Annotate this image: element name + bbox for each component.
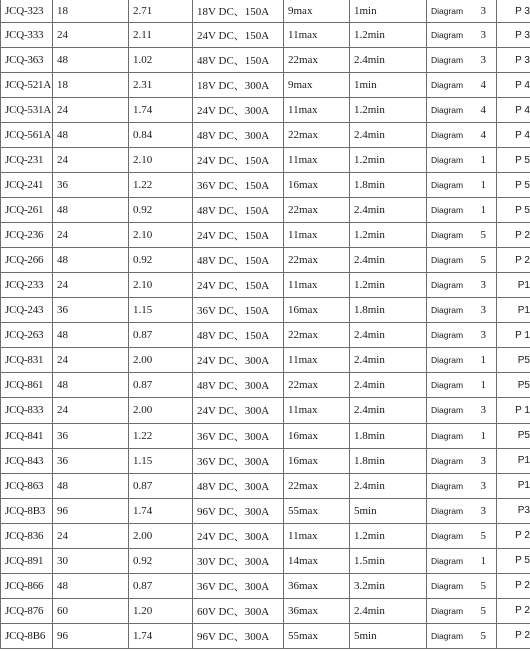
rating-cell: 48V DC、300A [193,123,284,148]
voltage-cell: 24 [53,23,129,48]
voltage-cell: 48 [53,123,129,148]
table-row [1,98,530,123]
page-ref-cell: P 3 [497,23,530,48]
diagram-number-cell: 3 [477,48,497,73]
page-ref-cell: P 2 [497,623,530,648]
page-ref-cell: P1 [497,298,530,323]
voltage-cell: 36 [53,173,129,198]
model-cell: JCQ-836 [1,523,53,548]
diagram-number-cell: 3 [477,323,497,348]
diagram-label-cell: Diagram [427,448,477,473]
model-cell: JCQ-521A [1,73,53,98]
page-ref-cell: P 5 [497,148,530,173]
diagram-label-cell: Diagram [427,273,477,298]
diagram-number-cell: 3 [477,398,497,423]
resistance-cell: 1.15 [129,448,193,473]
page-ref-cell: P 2 [497,523,530,548]
page-ref-cell: P5 [497,423,530,448]
resistance-cell: 2.00 [129,523,193,548]
page-ref-cell: P5 [497,348,530,373]
rating-cell: 24V DC、150A [193,23,284,48]
rating-cell: 96V DC、300A [193,623,284,648]
release-cell: 1.2min [350,148,427,173]
diagram-label-cell: Diagram [427,548,477,573]
model-cell: JCQ-863 [1,473,53,498]
page-ref-cell: P 1 [497,398,530,423]
table-row [1,148,530,173]
diagram-label-cell: Diagram [427,123,477,148]
diagram-label-cell: Diagram [427,223,477,248]
diagram-label-cell: Diagram [427,298,477,323]
diagram-number-cell: 3 [477,448,497,473]
table-row [1,248,530,273]
pull-in-cell: 22max [284,123,350,148]
voltage-cell: 48 [53,373,129,398]
rating-cell: 24V DC、300A [193,348,284,373]
diagram-number-cell: 5 [477,523,497,548]
diagram-number-cell: 3 [477,298,497,323]
voltage-cell: 96 [53,623,129,648]
model-cell: JCQ-323 [1,0,53,23]
pull-in-cell: 14max [284,548,350,573]
voltage-cell: 18 [53,73,129,98]
diagram-label-cell: Diagram [427,248,477,273]
table-row [1,398,530,423]
rating-cell: 48V DC、150A [193,323,284,348]
release-cell: 1.8min [350,173,427,198]
page-ref-cell: P 2 [497,248,530,273]
release-cell: 2.4min [350,323,427,348]
rating-cell: 36V DC、150A [193,173,284,198]
voltage-cell: 18 [53,0,129,23]
rating-cell: 36V DC、300A [193,573,284,598]
table-row [1,23,530,48]
table-row [1,473,530,498]
release-cell: 1.2min [350,23,427,48]
diagram-label-cell: Diagram [427,348,477,373]
diagram-number-cell: 4 [477,98,497,123]
model-cell: JCQ-8B6 [1,623,53,648]
model-cell: JCQ-333 [1,23,53,48]
diagram-label-cell: Diagram [427,173,477,198]
release-cell: 1min [350,0,427,23]
resistance-cell: 1.74 [129,98,193,123]
model-cell: JCQ-841 [1,423,53,448]
pull-in-cell: 11max [284,523,350,548]
model-cell: JCQ-231 [1,148,53,173]
model-cell: JCQ-561A [1,123,53,148]
voltage-cell: 48 [53,48,129,73]
diagram-number-cell: 1 [477,198,497,223]
model-cell: JCQ-8B3 [1,498,53,523]
voltage-cell: 36 [53,423,129,448]
voltage-cell: 36 [53,448,129,473]
pull-in-cell: 16max [284,298,350,323]
resistance-cell: 0.84 [129,123,193,148]
pull-in-cell: 11max [284,223,350,248]
voltage-cell: 24 [53,398,129,423]
rating-cell: 48V DC、150A [193,48,284,73]
pull-in-cell: 22max [284,198,350,223]
pull-in-cell: 11max [284,148,350,173]
voltage-cell: 60 [53,598,129,623]
model-cell: JCQ-866 [1,573,53,598]
pull-in-cell: 36max [284,598,350,623]
pull-in-cell: 22max [284,373,350,398]
rating-cell: 48V DC、300A [193,373,284,398]
resistance-cell: 1.22 [129,423,193,448]
table-row [1,323,530,348]
diagram-number-cell: 1 [477,373,497,398]
voltage-cell: 24 [53,98,129,123]
pull-in-cell: 11max [284,23,350,48]
release-cell: 1.8min [350,448,427,473]
resistance-cell: 1.20 [129,598,193,623]
model-cell: JCQ-861 [1,373,53,398]
pull-in-cell: 11max [284,398,350,423]
model-cell: JCQ-843 [1,448,53,473]
release-cell: 2.4min [350,373,427,398]
diagram-label-cell: Diagram [427,423,477,448]
voltage-cell: 24 [53,148,129,173]
table-row [1,123,530,148]
table-row [1,448,530,473]
diagram-label-cell: Diagram [427,73,477,98]
rating-cell: 24V DC、300A [193,98,284,123]
rating-cell: 24V DC、150A [193,223,284,248]
table-row [1,0,530,23]
model-cell: JCQ-233 [1,273,53,298]
resistance-cell: 2.00 [129,348,193,373]
table-row [1,223,530,248]
table-row [1,423,530,448]
diagram-number-cell: 1 [477,548,497,573]
release-cell: 2.4min [350,398,427,423]
pull-in-cell: 16max [284,448,350,473]
page-ref-cell: P 5 [497,198,530,223]
voltage-cell: 30 [53,548,129,573]
rating-cell: 24V DC、300A [193,398,284,423]
voltage-cell: 24 [53,223,129,248]
pull-in-cell: 9max [284,73,350,98]
table-row [1,298,530,323]
page-ref-cell: P 2 [497,223,530,248]
release-cell: 1.5min [350,548,427,573]
table-row [1,48,530,73]
model-cell: JCQ-236 [1,223,53,248]
rating-cell: 18V DC、150A [193,0,284,23]
voltage-cell: 96 [53,498,129,523]
voltage-cell: 24 [53,273,129,298]
diagram-number-cell: 5 [477,248,497,273]
release-cell: 1.8min [350,423,427,448]
table-row [1,498,530,523]
pull-in-cell: 22max [284,473,350,498]
resistance-cell: 0.87 [129,323,193,348]
page-ref-cell: P 4 [497,73,530,98]
release-cell: 2.4min [350,123,427,148]
pull-in-cell: 9max [284,0,350,23]
diagram-number-cell: 3 [477,0,497,23]
diagram-number-cell: 1 [477,348,497,373]
diagram-label-cell: Diagram [427,48,477,73]
release-cell: 1.2min [350,273,427,298]
rating-cell: 18V DC、300A [193,73,284,98]
pull-in-cell: 22max [284,48,350,73]
page-ref-cell: P 3 [497,48,530,73]
resistance-cell: 1.22 [129,173,193,198]
page-ref-cell: P 5 [497,548,530,573]
rating-cell: 24V DC、150A [193,148,284,173]
diagram-label-cell: Diagram [427,473,477,498]
release-cell: 1.2min [350,223,427,248]
table-row [1,548,530,573]
page-ref-cell: P1 [497,273,530,298]
rating-cell: 30V DC、300A [193,548,284,573]
release-cell: 1min [350,73,427,98]
voltage-cell: 24 [53,523,129,548]
diagram-label-cell: Diagram [427,573,477,598]
release-cell: 1.8min [350,298,427,323]
diagram-number-cell: 3 [477,273,497,298]
rating-cell: 24V DC、300A [193,523,284,548]
model-cell: JCQ-363 [1,48,53,73]
pull-in-cell: 11max [284,348,350,373]
release-cell: 2.4min [350,48,427,73]
diagram-number-cell: 5 [477,573,497,598]
resistance-cell: 2.31 [129,73,193,98]
resistance-cell: 0.87 [129,473,193,498]
resistance-cell: 0.87 [129,573,193,598]
voltage-cell: 48 [53,473,129,498]
pull-in-cell: 11max [284,98,350,123]
resistance-cell: 0.92 [129,548,193,573]
table-row [1,198,530,223]
page-ref-cell: P5 [497,373,530,398]
page-ref-cell: P1 [497,473,530,498]
voltage-cell: 48 [53,323,129,348]
resistance-cell: 2.11 [129,23,193,48]
model-cell: JCQ-831 [1,348,53,373]
table-row [1,273,530,298]
diagram-label-cell: Diagram [427,623,477,648]
pull-in-cell: 55max [284,623,350,648]
release-cell: 5min [350,498,427,523]
page-ref-cell: P 3 [497,0,530,23]
diagram-number-cell: 3 [477,473,497,498]
page-ref-cell: P1 [497,448,530,473]
table-row [1,598,530,623]
diagram-label-cell: Diagram [427,373,477,398]
pull-in-cell: 16max [284,423,350,448]
resistance-cell: 2.71 [129,0,193,23]
voltage-cell: 24 [53,348,129,373]
voltage-cell: 48 [53,198,129,223]
resistance-cell: 2.10 [129,273,193,298]
page-ref-cell: P 4 [497,98,530,123]
model-cell: JCQ-263 [1,323,53,348]
diagram-label-cell: Diagram [427,498,477,523]
rating-cell: 96V DC、300A [193,498,284,523]
diagram-label-cell: Diagram [427,148,477,173]
rating-cell: 48V DC、150A [193,248,284,273]
table-row [1,373,530,398]
model-cell: JCQ-241 [1,173,53,198]
resistance-cell: 1.74 [129,498,193,523]
diagram-number-cell: 1 [477,148,497,173]
pull-in-cell: 22max [284,248,350,273]
release-cell: 3.2min [350,573,427,598]
diagram-label-cell: Diagram [427,98,477,123]
model-cell: JCQ-261 [1,198,53,223]
model-cell: JCQ-876 [1,598,53,623]
release-cell: 1.2min [350,523,427,548]
pull-in-cell: 36max [284,573,350,598]
diagram-number-cell: 4 [477,123,497,148]
release-cell: 2.4min [350,348,427,373]
table-row [1,348,530,373]
table-body [1,0,530,648]
diagram-label-cell: Diagram [427,323,477,348]
rating-cell: 36V DC、150A [193,298,284,323]
resistance-cell: 1.02 [129,48,193,73]
resistance-cell: 0.87 [129,373,193,398]
model-cell: JCQ-243 [1,298,53,323]
model-cell: JCQ-266 [1,248,53,273]
model-cell: JCQ-891 [1,548,53,573]
pull-in-cell: 22max [284,323,350,348]
diagram-number-cell: 3 [477,23,497,48]
table-row [1,173,530,198]
rating-cell: 48V DC、150A [193,198,284,223]
diagram-number-cell: 1 [477,173,497,198]
table-row [1,623,530,648]
rating-cell: 48V DC、300A [193,473,284,498]
pull-in-cell: 16max [284,173,350,198]
model-cell: JCQ-531A [1,98,53,123]
diagram-label-cell: Diagram [427,598,477,623]
diagram-label-cell: Diagram [427,398,477,423]
page-ref-cell: P 4 [497,123,530,148]
page-ref-cell: P 1 [497,323,530,348]
rating-cell: 36V DC、300A [193,423,284,448]
voltage-cell: 36 [53,298,129,323]
page-ref-cell: P3 [497,498,530,523]
pull-in-cell: 55max [284,498,350,523]
model-cell: JCQ-833 [1,398,53,423]
diagram-label-cell: Diagram [427,198,477,223]
resistance-cell: 0.92 [129,198,193,223]
resistance-cell: 1.74 [129,623,193,648]
table-row [1,573,530,598]
resistance-cell: 0.92 [129,248,193,273]
diagram-number-cell: 5 [477,623,497,648]
resistance-cell: 2.00 [129,398,193,423]
rating-cell: 24V DC、150A [193,273,284,298]
table-row [1,73,530,98]
page-ref-cell: P 5 [497,173,530,198]
resistance-cell: 2.10 [129,148,193,173]
release-cell: 2.4min [350,248,427,273]
voltage-cell: 48 [53,573,129,598]
rating-cell: 60V DC、300A [193,598,284,623]
release-cell: 2.4min [350,473,427,498]
table-row [1,523,530,548]
page-ref-cell: P 2 [497,598,530,623]
diagram-label-cell: Diagram [427,23,477,48]
page-ref-cell: P 2 [497,573,530,598]
diagram-number-cell: 1 [477,423,497,448]
resistance-cell: 2.10 [129,223,193,248]
release-cell: 5min [350,623,427,648]
release-cell: 1.2min [350,98,427,123]
pull-in-cell: 11max [284,273,350,298]
diagram-number-cell: 4 [477,73,497,98]
diagram-number-cell: 3 [477,498,497,523]
resistance-cell: 1.15 [129,298,193,323]
diagram-number-cell: 5 [477,598,497,623]
release-cell: 2.4min [350,598,427,623]
voltage-cell: 48 [53,248,129,273]
release-cell: 2.4min [350,198,427,223]
diagram-label-cell: Diagram [427,523,477,548]
rating-cell: 36V DC、300A [193,448,284,473]
diagram-number-cell: 5 [477,223,497,248]
diagram-label-cell: Diagram [427,0,477,23]
